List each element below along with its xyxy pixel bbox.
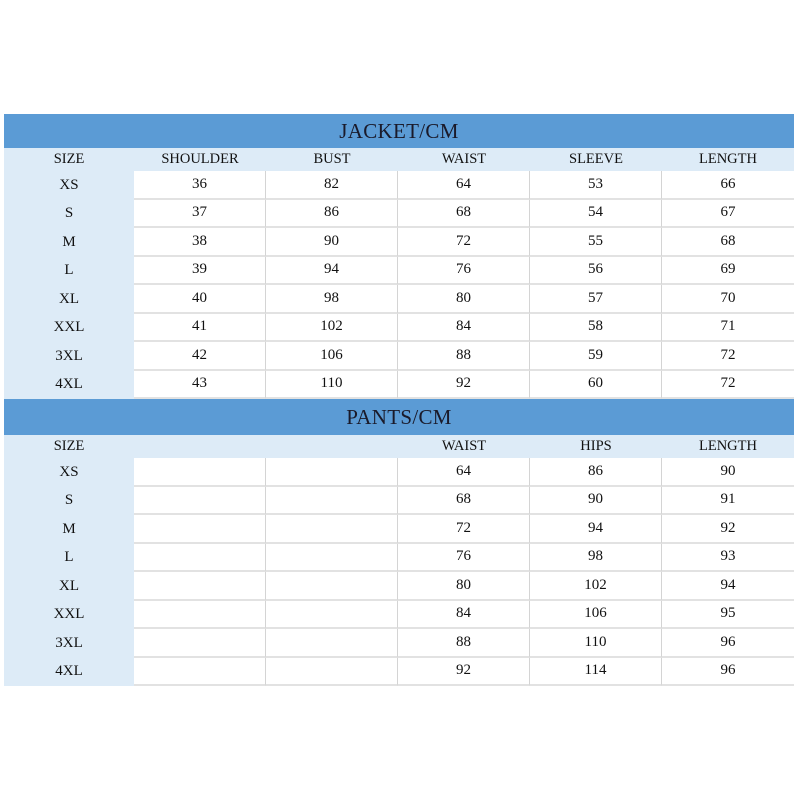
size-label: L [4, 544, 134, 573]
pants-header-size: SIZE [4, 435, 134, 458]
measurement-cell: 38 [134, 228, 266, 257]
measurement-cell: 60 [530, 371, 662, 400]
table-row [4, 601, 794, 630]
measurement-cell [266, 601, 398, 630]
measurement-cell: 70 [662, 285, 794, 314]
pants-table-body [4, 458, 794, 686]
measurement-cell: 102 [530, 572, 662, 601]
jacket-header-shoulder: SHOULDER [161, 151, 239, 167]
size-label: XXL [4, 314, 134, 343]
pants-header-length: LENGTH [699, 438, 757, 454]
pants-title: PANTS/CM [4, 399, 794, 435]
jacket-header-waist: WAIST [441, 151, 487, 167]
measurement-cell: 106 [266, 342, 398, 371]
measurement-cell [266, 515, 398, 544]
measurement-cell: 68 [398, 200, 530, 229]
measurement-cell: 94 [266, 257, 398, 286]
table-row [4, 285, 794, 314]
size-label: XL [4, 572, 134, 601]
measurement-cell [266, 458, 398, 487]
measurement-cell: 64 [398, 458, 530, 487]
measurement-cell: 93 [662, 544, 794, 573]
measurement-cell: 80 [398, 285, 530, 314]
measurement-cell: 98 [266, 285, 398, 314]
table-row [4, 200, 794, 229]
jacket-title: JACKET/CM [4, 114, 794, 148]
size-label: 4XL [4, 658, 134, 687]
measurement-cell [134, 629, 266, 658]
measurement-cell: 94 [662, 572, 794, 601]
measurement-cell: 39 [134, 257, 266, 286]
measurement-cell: 92 [398, 371, 530, 400]
measurement-cell: 57 [530, 285, 662, 314]
size-label: XXL [4, 601, 134, 630]
measurement-cell: 88 [398, 342, 530, 371]
measurement-cell: 42 [134, 342, 266, 371]
measurement-cell [134, 487, 266, 516]
measurement-cell [266, 658, 398, 687]
measurement-cell [134, 515, 266, 544]
measurement-cell: 110 [530, 629, 662, 658]
measurement-cell: 72 [662, 342, 794, 371]
measurement-cell: 96 [662, 629, 794, 658]
measurement-cell: 102 [266, 314, 398, 343]
table-row [4, 544, 794, 573]
measurement-cell: 76 [398, 257, 530, 286]
measurement-cell: 37 [134, 200, 266, 229]
measurement-cell [134, 658, 266, 687]
jacket-header-size: SIZE [4, 148, 134, 171]
table-row [4, 658, 794, 687]
measurement-cell: 106 [530, 601, 662, 630]
measurement-cell: 114 [530, 658, 662, 687]
size-label: S [4, 487, 134, 516]
measurement-cell [266, 572, 398, 601]
measurement-cell: 84 [398, 314, 530, 343]
size-label: 4XL [4, 371, 134, 400]
measurement-cell: 94 [530, 515, 662, 544]
size-label: M [4, 228, 134, 257]
table-row [4, 487, 794, 516]
measurement-cell: 68 [662, 228, 794, 257]
table-row [4, 314, 794, 343]
pants-header-empty-1 [134, 435, 266, 458]
measurement-cell: 90 [266, 228, 398, 257]
jacket-header-sleeve: SLEEVE [569, 151, 623, 167]
size-label: S [4, 200, 134, 229]
table-row [4, 458, 794, 487]
jacket-table-body [4, 171, 794, 399]
measurement-cell: 110 [266, 371, 398, 400]
measurement-cell: 41 [134, 314, 266, 343]
measurement-cell: 56 [530, 257, 662, 286]
size-label: 3XL [4, 342, 134, 371]
measurement-cell: 84 [398, 601, 530, 630]
table-row [4, 257, 794, 286]
jacket-header-row [4, 148, 794, 171]
pants-header-row [4, 435, 794, 458]
measurement-cell: 92 [398, 658, 530, 687]
measurement-cell: 80 [398, 572, 530, 601]
size-label: 3XL [4, 629, 134, 658]
measurement-cell: 88 [398, 629, 530, 658]
measurement-cell: 95 [662, 601, 794, 630]
table-row [4, 371, 794, 400]
measurement-cell: 36 [134, 171, 266, 200]
measurement-cell [134, 601, 266, 630]
table-row [4, 342, 794, 371]
measurement-cell: 68 [398, 487, 530, 516]
table-row [4, 572, 794, 601]
measurement-cell [266, 544, 398, 573]
table-row [4, 515, 794, 544]
jacket-size-chart [4, 114, 794, 399]
measurement-cell: 98 [530, 544, 662, 573]
measurement-cell: 72 [398, 515, 530, 544]
pants-header-waist: WAIST [441, 438, 487, 454]
measurement-cell: 86 [530, 458, 662, 487]
measurement-cell: 64 [398, 171, 530, 200]
measurement-cell: 86 [266, 200, 398, 229]
measurement-cell: 67 [662, 200, 794, 229]
table-row [4, 228, 794, 257]
measurement-cell: 59 [530, 342, 662, 371]
measurement-cell: 96 [662, 658, 794, 687]
size-label: L [4, 257, 134, 286]
size-label: M [4, 515, 134, 544]
jacket-header-length: LENGTH [699, 151, 757, 167]
measurement-cell: 72 [398, 228, 530, 257]
measurement-cell: 82 [266, 171, 398, 200]
measurement-cell: 69 [662, 257, 794, 286]
measurement-cell [134, 572, 266, 601]
size-label: XS [4, 458, 134, 487]
measurement-cell: 71 [662, 314, 794, 343]
measurement-cell [266, 629, 398, 658]
table-row [4, 629, 794, 658]
measurement-cell: 53 [530, 171, 662, 200]
measurement-cell: 90 [530, 487, 662, 516]
measurement-cell: 90 [662, 458, 794, 487]
measurement-cell: 92 [662, 515, 794, 544]
measurement-cell: 40 [134, 285, 266, 314]
measurement-cell: 72 [662, 371, 794, 400]
measurement-cell: 76 [398, 544, 530, 573]
size-label: XL [4, 285, 134, 314]
table-row [4, 171, 794, 200]
measurement-cell [134, 458, 266, 487]
measurement-cell: 54 [530, 200, 662, 229]
measurement-cell: 43 [134, 371, 266, 400]
measurement-cell: 58 [530, 314, 662, 343]
jacket-header-bust: BUST [313, 151, 351, 167]
pants-header-empty-2 [266, 435, 398, 458]
pants-size-chart [4, 399, 794, 686]
size-label: XS [4, 171, 134, 200]
pants-header-hips: HIPS [580, 438, 612, 454]
measurement-cell [134, 544, 266, 573]
measurement-cell: 55 [530, 228, 662, 257]
measurement-cell: 66 [662, 171, 794, 200]
measurement-cell [266, 487, 398, 516]
measurement-cell: 91 [662, 487, 794, 516]
